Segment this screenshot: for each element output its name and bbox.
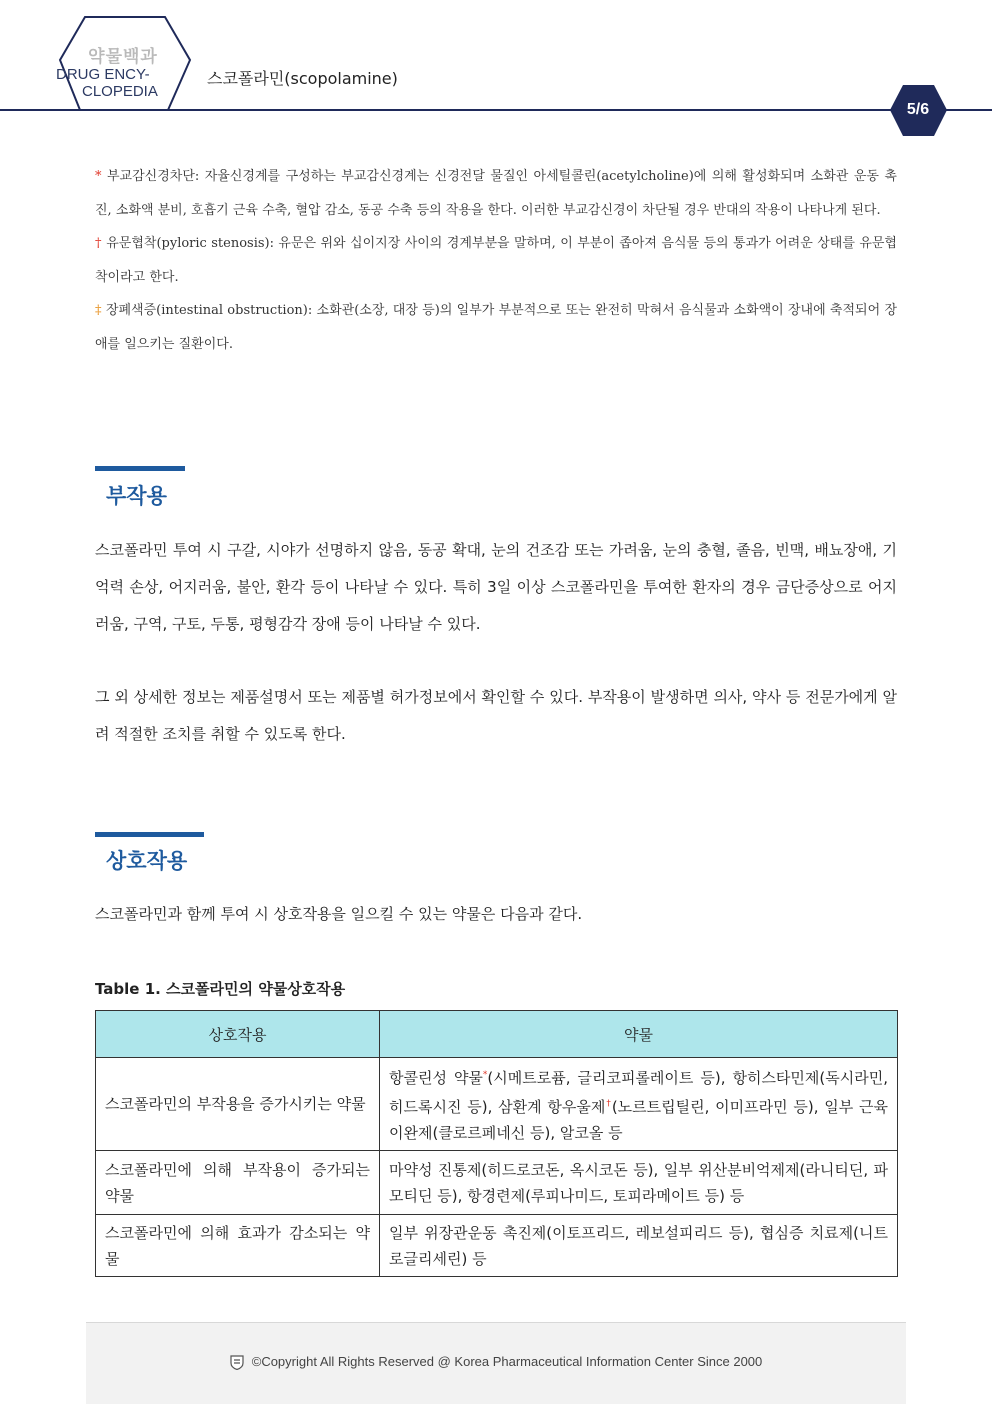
- logo-korean: 약물백과: [88, 47, 158, 67]
- table-row: [96, 1215, 898, 1277]
- interaction-cell: 스코폴라민의 부작용을 증가시키는 약물: [96, 1058, 380, 1151]
- page-number: 5/6: [906, 101, 930, 118]
- table-header-row: [96, 1011, 898, 1058]
- footnotes: [95, 160, 897, 361]
- interactions-intro: 스코폴라민과 함께 투여 시 상호작용을 일으킬 수 있는 약물은 다음과 같다.: [95, 905, 583, 923]
- footnote-mark: †: [605, 1099, 612, 1109]
- footer-content: [86, 1354, 906, 1370]
- copyright-text: ©Copyright All Rights Reserved @ Korea Pharmaceutical Information Center Since 2000: [251, 1354, 763, 1369]
- drug-cell: 마약성 진통제(히드로코돈, 옥시코돈 등), 일부 위산분비억제제(라니티딘, 파모티딘 등), 항경련제(루피나미드, 토피라메이트 등) 등: [380, 1151, 898, 1215]
- footnote: [95, 227, 897, 294]
- logo-english-line1: DRUG ENCY-: [56, 66, 150, 83]
- table-row: [96, 1058, 898, 1151]
- section-bar: [95, 832, 204, 837]
- table-header-cell: 상호작용: [96, 1011, 380, 1058]
- logo-english-line2: CLOPEDIA: [82, 83, 158, 100]
- footnote-mark: †: [95, 236, 102, 251]
- interaction-cell: 스코폴라민에 의해 부작용이 증가되는 약물: [96, 1151, 380, 1215]
- side-effects-body: [95, 532, 897, 753]
- footnote: [95, 160, 897, 227]
- footnote-text: 장폐색증(intestinal obstruction): 소화관(소장, 대장 등)의 일부가 부분적으로 또는 완전히 막혀서 음식물과 소화액이 장내에 축적되어 장애를 일으키는 질환이다.: [95, 303, 897, 352]
- interaction-cell: 스코폴라민에 의해 효과가 감소되는 약물: [96, 1215, 380, 1277]
- drug-text: (노르트립틸린, 이미프라민 등), 일부 근육이완제(클로르페네신 등), 알코올 등: [389, 1098, 889, 1142]
- interaction-table: [95, 1010, 898, 1277]
- table-row: [96, 1151, 898, 1215]
- section-title-side-effects: 부작용: [106, 484, 167, 508]
- footer: [86, 1322, 906, 1404]
- footnote-text: 부교감신경차단: 자율신경계를 구성하는 부교감신경계는 신경전달 물질인 아세틸콜린(acetylcholine)에 의해 활성화되며 소화관 운동 촉진, 소화액 분비, 호흡기 근육 수축, 혈압 감소, 동공 수축 등의 작용을 한다. 이러한 부교감신경이 차단될 경우 반대의 작용이 나타나게 된다.: [95, 169, 897, 218]
- logo-english: [52, 66, 194, 100]
- drug-text: (시메트로퓸, 글리코피롤레이트 등), 항히스타민제(독시라민, 히드록시진 등), 삼환계 항우울제: [389, 1069, 888, 1116]
- footnote-text: 유문협착(pyloric stenosis): 유문은 위와 십이지장 사이의 경계부분을 말하며, 이 부분이 좁아져 음식물 등의 통과가 어려운 상태를 유문협착이라고 한다.: [95, 236, 897, 285]
- footnote-mark: *: [95, 169, 102, 184]
- drug-cell: [380, 1058, 898, 1151]
- section-bar: [95, 466, 185, 471]
- drug-text: 항콜린성 약물: [389, 1069, 483, 1087]
- table-caption: Table 1. 스코폴라민의 약물상호작용: [95, 980, 346, 998]
- document-title: 스코폴라민(scopolamine): [207, 69, 398, 88]
- table-header-cell: 약물: [380, 1011, 898, 1058]
- drug-cell: 일부 위장관운동 촉진제(이토프리드, 레보설피리드 등), 협심증 치료제(니트로글리세린) 등: [380, 1215, 898, 1277]
- side-effects-paragraph: 스코폴라민 투여 시 구갈, 시야가 선명하지 않음, 동공 확대, 눈의 건조감 또는 가려움, 눈의 충혈, 졸음, 빈맥, 배뇨장애, 기억력 손상, 어지러움, 불안, 환각 등이 나타날 수 있다. 특히 3일 이상 스코폴라민을 투여한 환자의 경우 금단증상으로 어지러움, 구역, 구토, 두통, 평형감각 장애 등이 나타날 수 있다.: [95, 541, 897, 633]
- footnote-mark: *: [482, 1070, 488, 1080]
- footnote: [95, 294, 897, 361]
- footnote-mark: ‡: [95, 303, 102, 318]
- side-effects-paragraph: 그 외 상세한 정보는 제품설명서 또는 제품별 허가정보에서 확인할 수 있다. 부작용이 발생하면 의사, 약사 등 전문가에게 알려 적절한 조치를 취할 수 있도록 한다.: [95, 688, 897, 743]
- shield-icon: [230, 1355, 244, 1370]
- section-title-interactions: 상호작용: [106, 849, 188, 873]
